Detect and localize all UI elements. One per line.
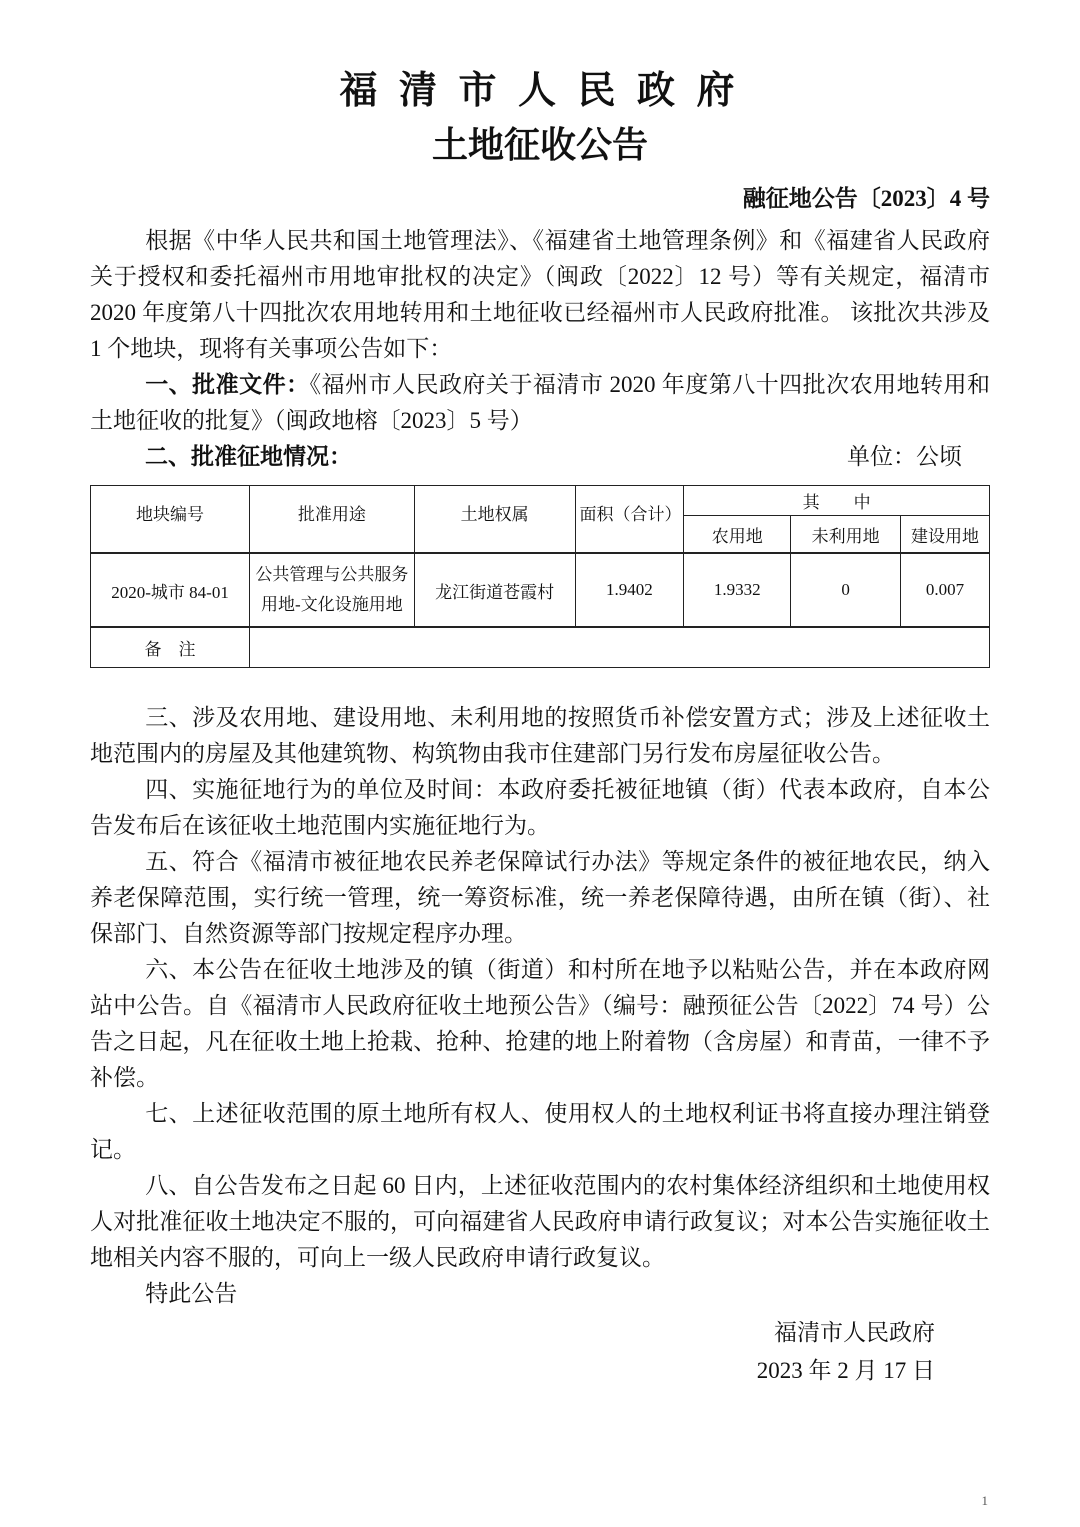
cell-agricultural: 1.9332 (684, 553, 791, 627)
header-construction: 建设用地 (900, 515, 989, 553)
table-remark-row (91, 627, 990, 667)
section-1-paragraph (90, 367, 990, 439)
unit-label: 单位：公顷 (847, 443, 962, 469)
header-approved-use: 批准用途 (250, 485, 415, 553)
page-subtitle: 土地征收公告 (431, 124, 648, 165)
section-2-line (90, 439, 990, 475)
cell-approved-use: 公共管理与公共服务用地-文化设施用地 (250, 553, 415, 627)
header-land-ownership: 土地权属 (414, 485, 575, 553)
cell-area-total: 1.9402 (575, 553, 684, 627)
header-among-which: 其 中 (684, 485, 990, 515)
cell-construction: 0.007 (900, 553, 989, 627)
cell-parcel-no: 2020-城市 84-01 (91, 553, 250, 627)
cell-land-ownership: 龙江街道苍霞村 (414, 553, 575, 627)
page-title: 福 清 市 人 民 政 府 (339, 70, 741, 112)
intro-paragraph: 根据《中华人民共和国土地管理法》、《福建省土地管理条例》和《福建省人民政府关于授权和委托福州市用地审批权的决定》（闽政〔2022〕12 号）等有关规定，福清市 2020 年度第八十四批次农用地转用和土地征收已经福州市人民政府批准。 该批次共涉及 1 个地块，现将有关事项公告如下： (90, 227, 990, 361)
signature-name: 福清市人民政府 (774, 1319, 935, 1345)
paragraph-5: 五、符合《福清市被征地农民养老保障试行办法》等规定条件的被征地农民，纳入养老保障范围，实行统一管理，统一筹资标准，统一养老保障待遇，由所在镇（街）、社保部门、自然资源等部门按规定程序办理。 (90, 848, 990, 946)
closing-note: 特此公告 (145, 1280, 238, 1306)
signature-block (90, 1314, 990, 1390)
paragraph-8: 八、自公告发布之日起 60 日内，上述征收范围内的农村集体经济组织和土地使用权人对批准征收土地决定不服的，可向福建省人民政府申请行政复议；对本公告实施征收土地相关内容不服的，可向上一级人民政府申请行政复议。 (90, 1172, 990, 1270)
paragraph-6: 六、本公告在征收土地涉及的镇（街道）和村所在地予以粘贴公告，并在本政府网站中公告。自《福清市人民政府征收土地预公告》（编号：融预征公告〔2022〕74 号）公告之日起，凡在征收土地上抢栽、抢种、抢建的地上附着物（含房屋）和青苗，一律不予补偿。 (90, 956, 990, 1090)
signature-date: 2023 年 2 月 17 日 (756, 1357, 935, 1383)
remark-value (250, 627, 990, 667)
header-agricultural: 农用地 (684, 515, 791, 553)
section-1-label: 一、批准文件： (145, 371, 310, 397)
header-area-total: 面积（合计） (575, 485, 684, 553)
cell-unused: 0 (791, 553, 901, 627)
doc-number: 融征地公告〔2023〕4 号 (742, 185, 990, 211)
header-unused: 未利用地 (791, 515, 901, 553)
section-1-text: 《福州市人民政府关于福清市 2020 年度第八十四批次农用地转用和土地征收的批复》（闽政地榕〔2023〕5 号） (90, 371, 991, 433)
table-header-row-1 (91, 485, 990, 515)
land-acquisition-table (90, 485, 990, 668)
page-number: 1 (981, 1493, 988, 1508)
header-parcel-no: 地块编号 (91, 485, 250, 553)
paragraph-3: 三、涉及农用地、建设用地、未利用地的按照货币补偿安置方式；涉及上述征收土地范围内的房屋及其他建筑物、构筑物由我市住建部门另行发布房屋征收公告。 (90, 704, 990, 766)
remark-label: 备 注 (91, 627, 250, 667)
table-row (91, 553, 990, 627)
paragraph-7: 七、上述征收范围的原土地所有权人、使用权人的土地权利证书将直接办理注销登记。 (90, 1100, 990, 1162)
paragraph-4: 四、实施征地行为的单位及时间：本政府委托被征地镇（街）代表本政府，自本公告发布后在该征收土地范围内实施征地行为。 (90, 776, 990, 838)
section-2-label: 二、批准征地情况： (145, 443, 352, 469)
